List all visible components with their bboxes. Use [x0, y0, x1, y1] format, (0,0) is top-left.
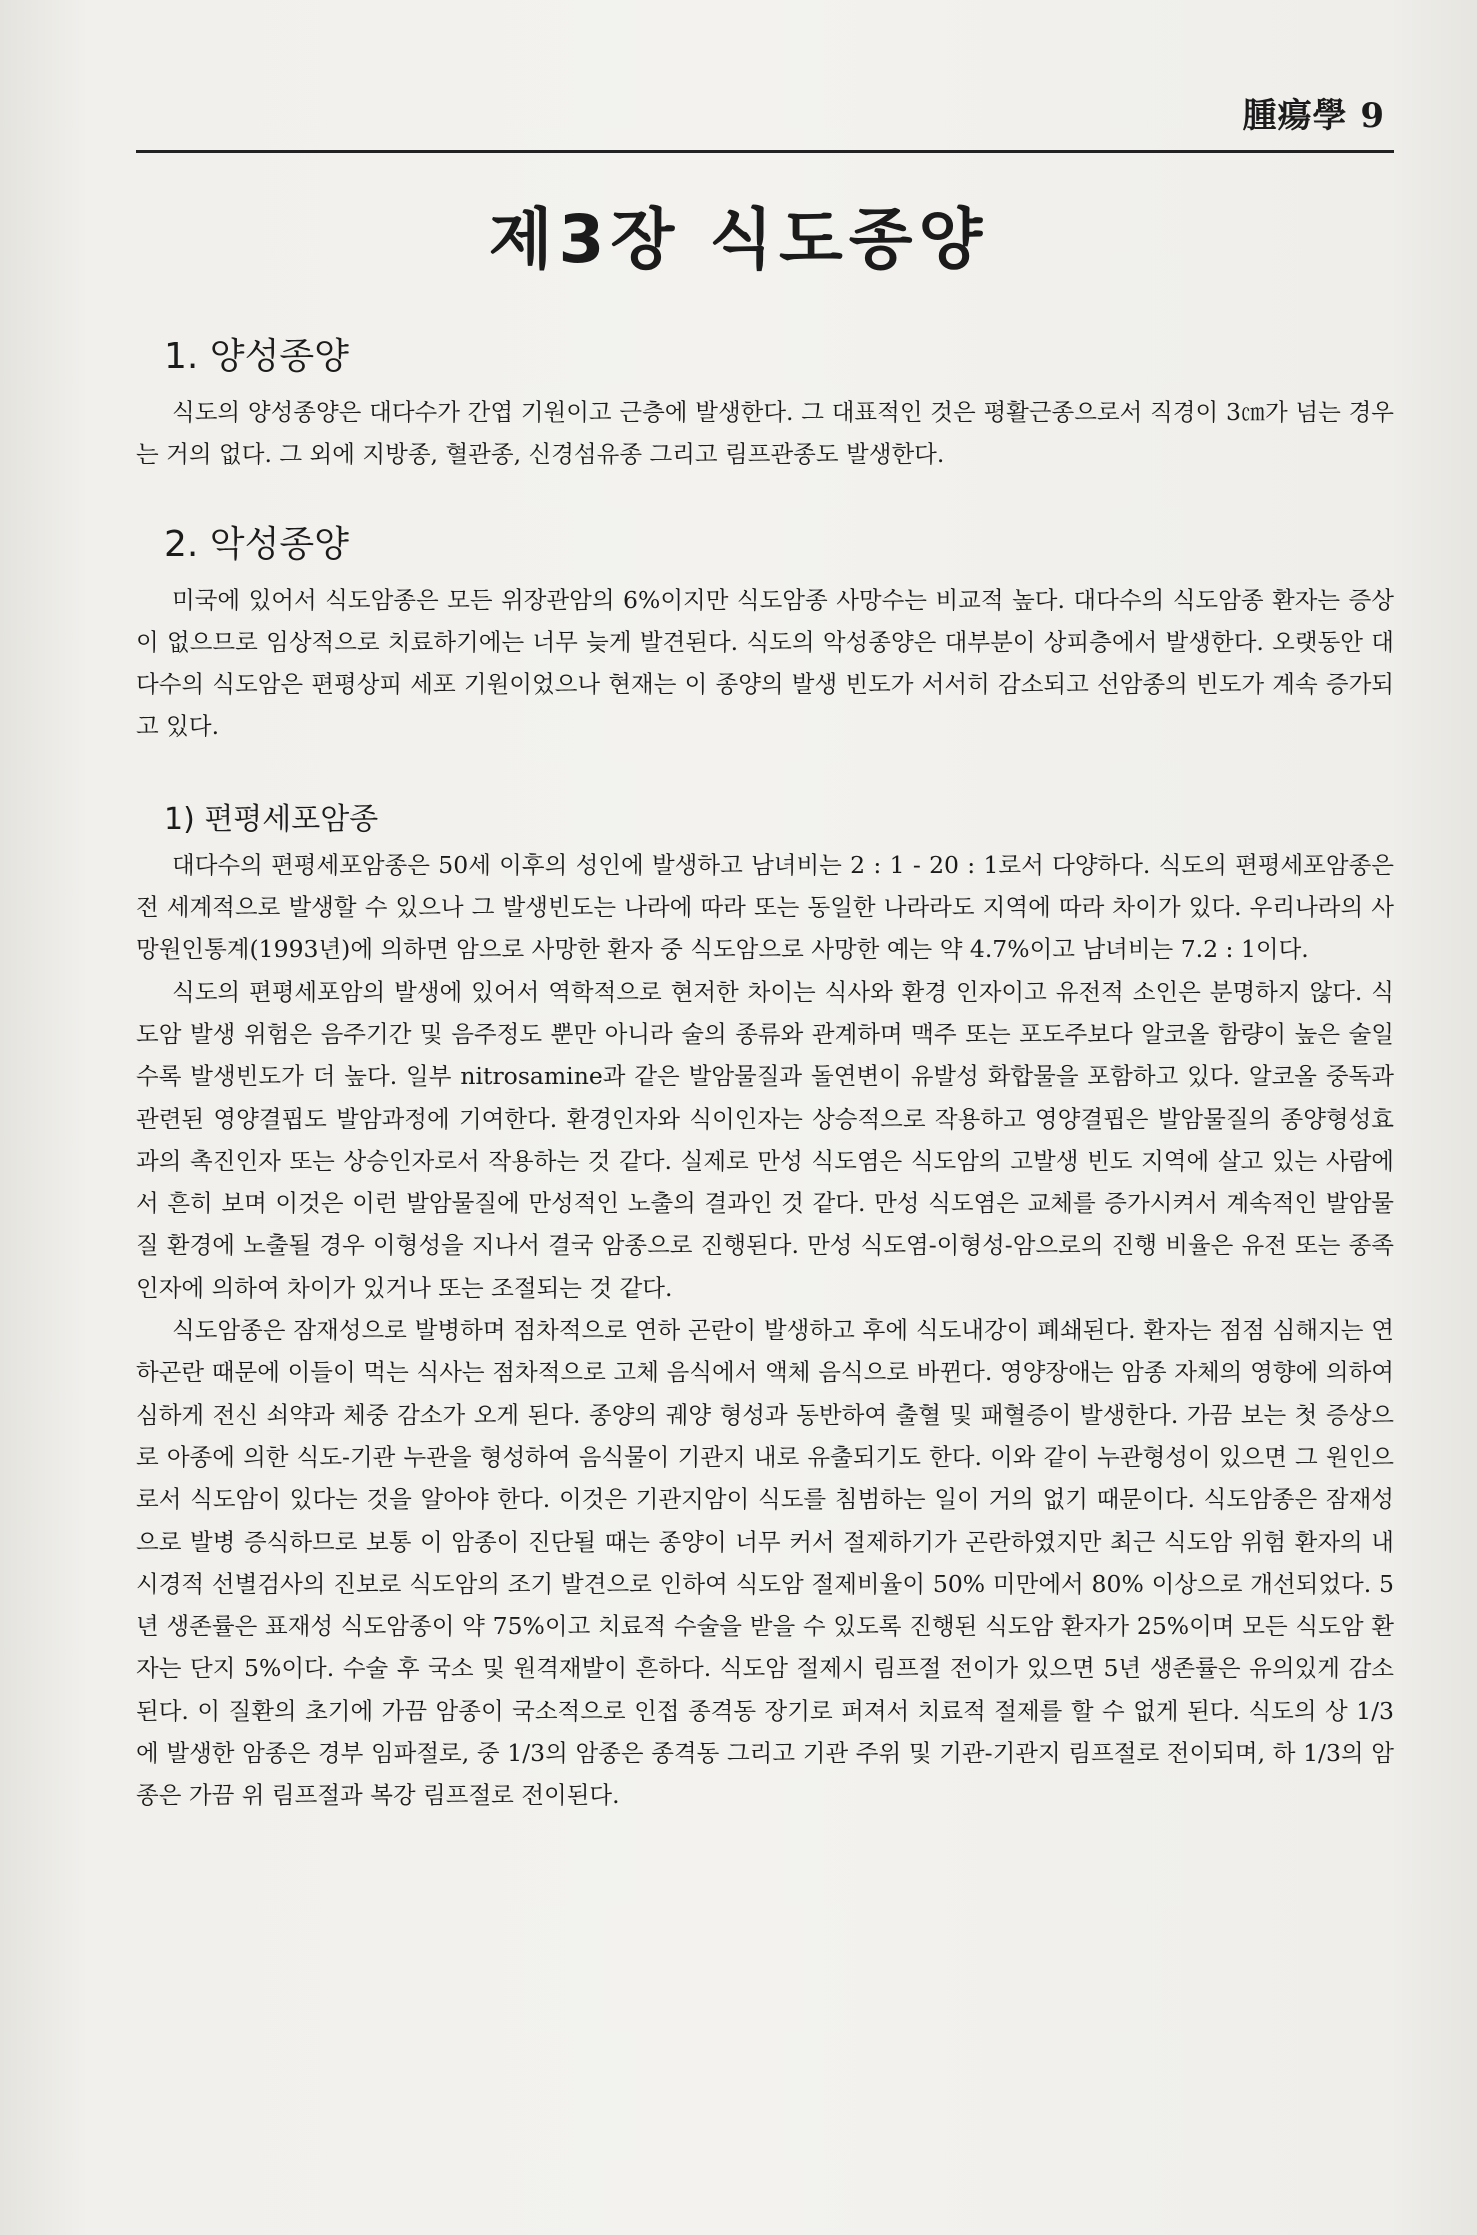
subsection-heading-squamous: 1) 편평세포암종 — [164, 801, 379, 837]
paragraph: 대다수의 편평세포암종은 50세 이후의 성인에 발생하고 남녀비는 2 : 1 - 20 : 1로서 다양하다. 식도의 편평세포암종은 전 세계적으로 발생할 수 있으나 그 발생빈도는 나라에 따라 또는 동일한 나라라도 지역에 따라 차이가 있다. 우리나라의 사망원인통계(1993년)에 의하면 암으로 사망한 환자 중 식도암으로 사망한 예는 약 4.7%이고 남녀비는 7.2 : 1이다. — [136, 850, 1394, 964]
chapter-title: 제3장 식도종양 — [488, 201, 989, 278]
page-body — [136, 328, 1394, 1817]
paragraph: 식도의 편평세포암의 발생에 있어서 역학적으로 현저한 차이는 식사와 환경 인자이고 유전적 소인은 분명하지 않다. 식도암 발생 위험은 음주기간 및 음주정도 뿐만 아니라 술의 종류와 관계하며 맥주 또는 포도주보다 알코올 함량이 높은 술일수록 발생빈도가 더 높다. 일부 nitrosamine과 같은 발암물질과 돌연변이 유발성 화합물을 포함하고 있다. 알코올 중독과 관련된 영양결핍도 발암과정에 기여한다. 환경인자와 식이인자는 상승적으로 작용하고 영양결핍은 발암물질의 종양형성효과의 촉진인자 또는 상승인자로서 작용하는 것 같다. 실제로 만성 식도염은 식도암의 고발생 빈도 지역에 살고 있는 사람에서 흔히 보며 이것은 이런 발암물질에 만성적인 노출의 결과인 것 같다. 만성 식도염은 교체를 증가시켜서 계속적인 발암물질 환경에 노출될 경우 이형성을 지나서 결국 암종으로 진행된다. 만성 식도염-이형성-암으로의 진행 비율은 유전 또는 종족인자에 의하여 차이가 있거나 또는 조절되는 것 같다. — [136, 977, 1394, 1302]
header-rule — [136, 150, 1394, 153]
section-heading-benign: 1. 양성종양 — [164, 336, 349, 377]
paragraph: 식도의 양성종양은 대다수가 간엽 기원이고 근층에 발생한다. 그 대표적인 것은 평활근종으로서 직경이 3㎝가 넘는 경우는 거의 없다. 그 외에 지방종, 혈관종, 신경섬유종 그리고 림프관종도 발생한다. — [136, 398, 1394, 469]
section-heading-malignant: 2. 악성종양 — [164, 523, 349, 565]
spacer — [136, 748, 1394, 794]
running-head: 腫瘍學 9 — [1242, 96, 1385, 136]
spacer — [136, 476, 1394, 516]
paragraph: 식도암종은 잠재성으로 발병하며 점차적으로 연하 곤란이 발생하고 후에 식도내강이 폐쇄된다. 환자는 점점 심해지는 연하곤란 때문에 이들이 먹는 식사는 점차적으로 고체 음식에서 액체 음식으로 바뀐다. 영양장애는 암종 자체의 영향에 의하여 심하게 전신 쇠약과 체중 감소가 오게 된다. 종양의 궤양 형성과 동반하여 출혈 및 패혈증이 발생한다. 가끔 보는 첫 증상으로 아종에 의한 식도-기관 누관을 형성하여 음식물이 기관지 내로 유출되기도 한다. 이와 같이 누관형성이 있으면 그 원인으로서 식도암이 있다는 것을 알아야 한다. 이것은 기관지암이 식도를 침범하는 일이 거의 없기 때문이다. 식도암종은 잠재성으로 발병 증식하므로 보통 이 암종이 진단될 때는 종양이 너무 커서 절제하기가 곤란하였지만 최근 식도암 위험 환자의 내시경적 선별검사의 진보로 식도암의 조기 발견으로 인하여 식도암 절제비율이 50% 미만에서 80% 이상으로 개선되었다. 5년 생존률은 표재성 식도암종이 약 75%이고 치료적 수술을 받을 수 있도록 진행된 식도암 환자가 25%이며 모든 식도암 환자는 단지 5%이다. 수술 후 국소 및 원격재발이 흔하다. 식도암 절제시 림프절 전이가 있으면 5년 생존률은 유의있게 감소된다. 이 질환의 초기에 가끔 암종이 국소적으로 인접 종격동 장기로 퍼져서 치료적 절제를 할 수 없게 된다. 식도의 상 1/3에 발생한 암종은 경부 임파절로, 중 1/3의 암종은 종격동 그리고 기관 주위 및 기관-기관지 림프절로 전이되며, 하 1/3의 암종은 가끔 위 림프절과 복강 림프절로 전이된다. — [136, 1316, 1394, 1810]
paragraph: 미국에 있어서 식도암종은 모든 위장관암의 6%이지만 식도암종 사망수는 비교적 높다. 대다수의 식도암종 환자는 증상이 없으므로 임상적으로 치료하기에는 너무 늦게 발견된다. 식도의 악성종양은 대부분이 상피층에서 발생한다. 오랫동안 대다수의 식도암은 편평상피 세포 기원이었으나 현재는 이 종양의 발생 빈도가 서서히 감소되고 선암종의 빈도가 계속 증가되고 있다. — [136, 585, 1394, 741]
